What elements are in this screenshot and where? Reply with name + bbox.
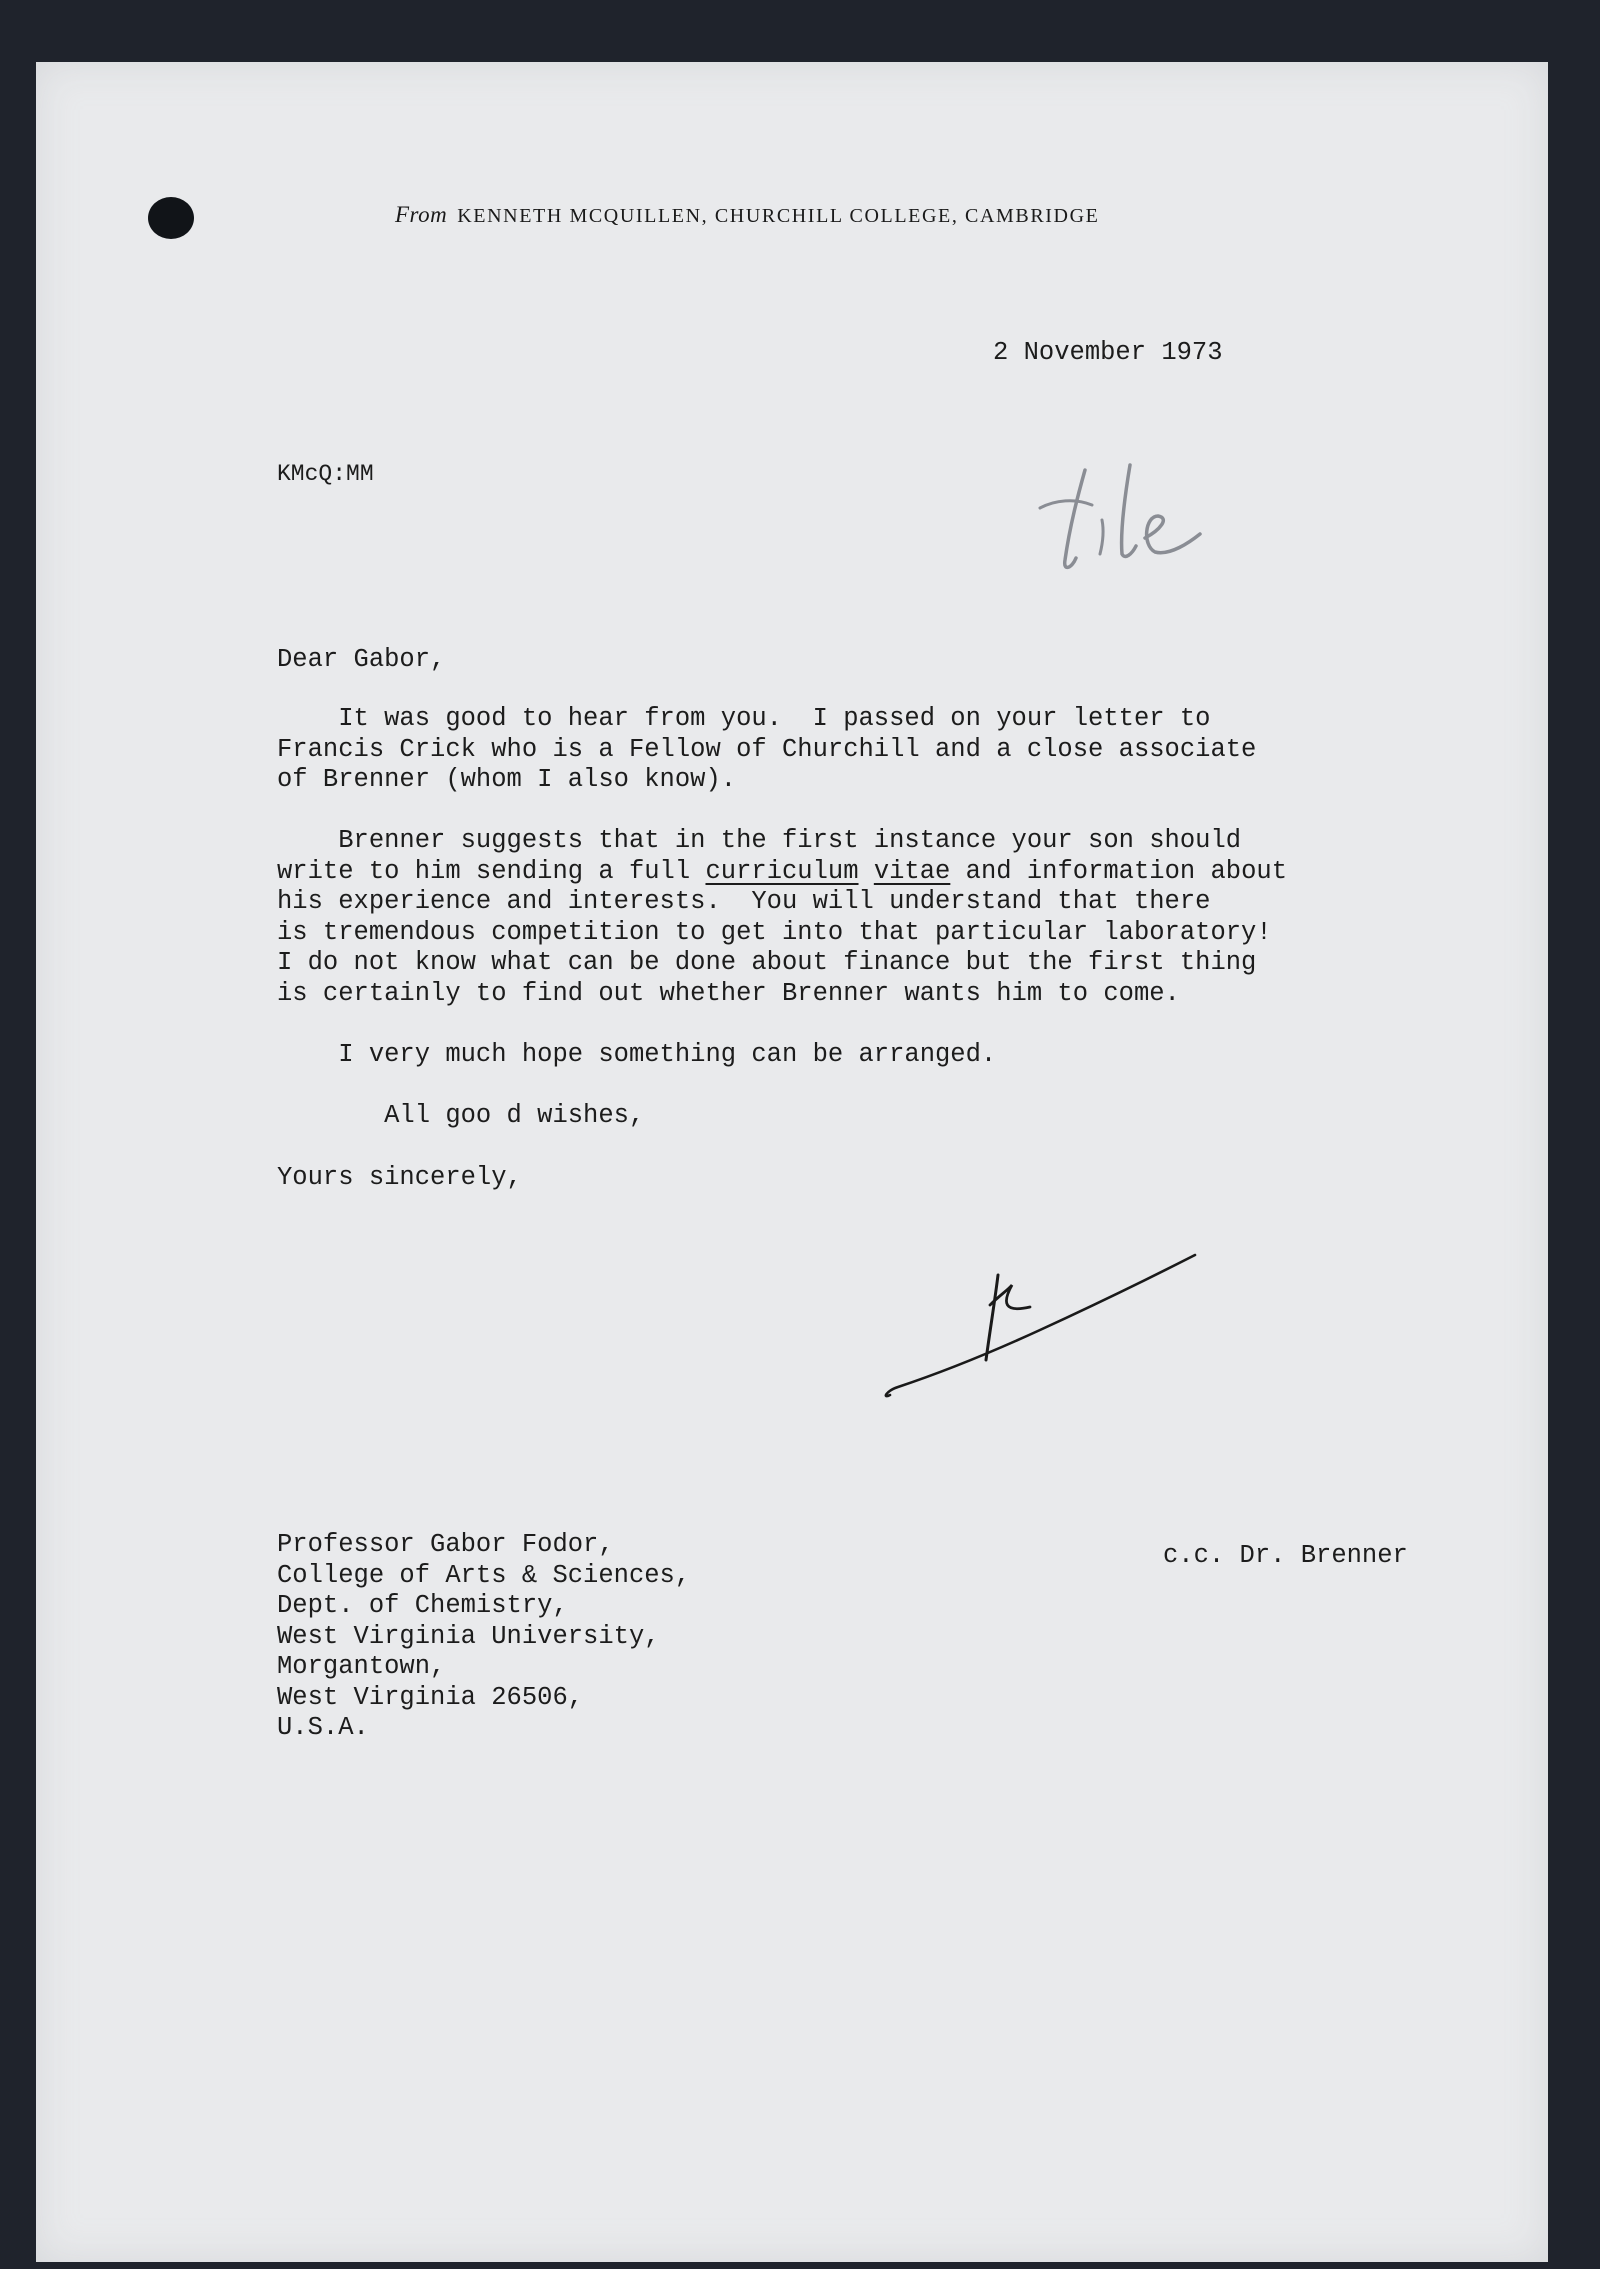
reference-code: KMcQ:MM [277, 461, 374, 487]
carbon-copy-note: c.c. Dr. Brenner [1163, 1541, 1408, 1570]
handwritten-signature [880, 1245, 1210, 1405]
paragraph-3: I very much hope something can be arranged. [277, 1040, 997, 1069]
letterhead-sender: KENNETH MCQUILLEN, CHURCHILL COLLEGE, CAMBRIDGE [457, 205, 1100, 227]
paragraph-4: All goo d wishes, [277, 1101, 645, 1130]
paragraph-1: It was good to hear from you. I passed on your letter to Francis Crick who is a Fellow of Churchill and a close associate of Brenner (whom I also know). [277, 704, 1257, 794]
underlined-vitae: vitae [873, 856, 951, 886]
closing: Yours sincerely, [277, 1163, 522, 1192]
letter-page [36, 62, 1548, 2262]
paragraph-2-start: Brenner suggests that in the first instance your son should write to him sending a full [277, 826, 1242, 886]
paragraph-2-space [859, 857, 874, 886]
letter-date: 2 November 1973 [993, 338, 1223, 367]
handwritten-file-annotation [1030, 450, 1250, 580]
paragraph-2-end: and information about his experience and interests. You will understand that there is tremendous competition to get into that particular laboratory! I do not know what can be done about finance but the first thing is certainly to find out whether Brenner wants him to come. [277, 856, 1287, 1008]
punch-hole [148, 197, 194, 239]
underlined-curriculum: curriculum [705, 856, 859, 886]
paragraph-2 [277, 826, 1287, 1009]
letterhead [395, 202, 1099, 228]
letterhead-from-label: From [395, 202, 448, 227]
recipient-address: Professor Gabor Fodor, College of Arts & Sciences, Dept. of Chemistry, West Virginia University, Morgantown, West Virginia 26506, U.S.A. [277, 1530, 691, 1742]
greeting: Dear Gabor, [277, 645, 446, 674]
